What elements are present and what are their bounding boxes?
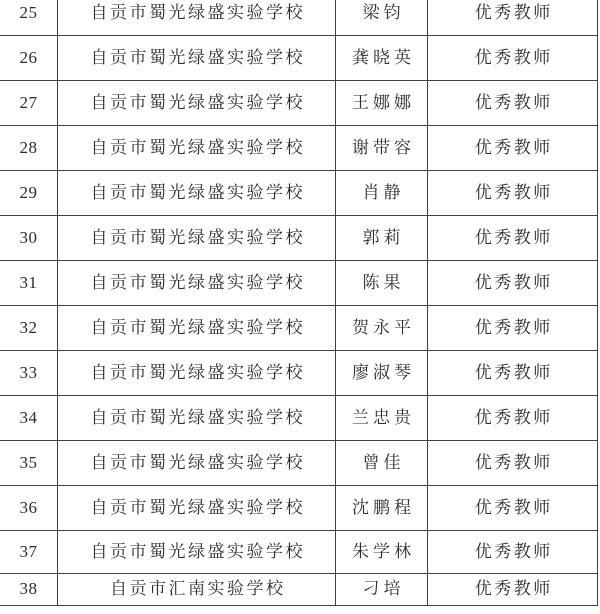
table-row xyxy=(0,0,598,36)
name-cell: 肖静 xyxy=(336,171,428,216)
school-cell: 自贡市蜀光绿盛实验学校 xyxy=(58,441,336,486)
award-cell: 优秀教师 xyxy=(428,531,598,574)
name-cell: 郭莉 xyxy=(336,216,428,261)
school-cell: 自贡市汇南实验学校 xyxy=(58,574,336,606)
row-number-cell: 33 xyxy=(0,351,58,396)
award-cell: 优秀教师 xyxy=(428,216,598,261)
name-cell: 陈果 xyxy=(336,261,428,306)
school-cell: 自贡市蜀光绿盛实验学校 xyxy=(58,126,336,171)
name-cell: 兰忠贵 xyxy=(336,396,428,441)
name-cell: 刁培 xyxy=(336,574,428,606)
table-row xyxy=(0,531,598,574)
table-row xyxy=(0,351,598,396)
row-number-cell: 35 xyxy=(0,441,58,486)
school-cell: 自贡市蜀光绿盛实验学校 xyxy=(58,351,336,396)
award-cell: 优秀教师 xyxy=(428,306,598,351)
school-cell: 自贡市蜀光绿盛实验学校 xyxy=(58,0,336,36)
row-number-cell: 29 xyxy=(0,171,58,216)
table-row xyxy=(0,126,598,171)
school-cell: 自贡市蜀光绿盛实验学校 xyxy=(58,36,336,81)
school-cell: 自贡市蜀光绿盛实验学校 xyxy=(58,261,336,306)
school-cell: 自贡市蜀光绿盛实验学校 xyxy=(58,81,336,126)
award-cell: 优秀教师 xyxy=(428,486,598,531)
row-number-cell: 28 xyxy=(0,126,58,171)
row-number-cell: 27 xyxy=(0,81,58,126)
row-number-cell: 32 xyxy=(0,306,58,351)
table-row xyxy=(0,396,598,441)
name-cell: 谢带容 xyxy=(336,126,428,171)
award-cell: 优秀教师 xyxy=(428,171,598,216)
table-row xyxy=(0,574,598,606)
table-row xyxy=(0,441,598,486)
row-number-cell: 37 xyxy=(0,531,58,574)
award-cell: 优秀教师 xyxy=(428,351,598,396)
row-number-cell: 25 xyxy=(0,0,58,36)
school-cell: 自贡市蜀光绿盛实验学校 xyxy=(58,486,336,531)
school-cell: 自贡市蜀光绿盛实验学校 xyxy=(58,171,336,216)
award-cell: 优秀教师 xyxy=(428,441,598,486)
table-row xyxy=(0,81,598,126)
award-cell: 优秀教师 xyxy=(428,126,598,171)
row-number-cell: 26 xyxy=(0,36,58,81)
name-cell: 沈鹏程 xyxy=(336,486,428,531)
row-number-cell: 31 xyxy=(0,261,58,306)
name-cell: 龚晓英 xyxy=(336,36,428,81)
award-cell: 优秀教师 xyxy=(428,36,598,81)
name-cell: 梁钧 xyxy=(336,0,428,36)
table-row xyxy=(0,36,598,81)
name-cell: 王娜娜 xyxy=(336,81,428,126)
table-row xyxy=(0,306,598,351)
row-number-cell: 34 xyxy=(0,396,58,441)
name-cell: 曾佳 xyxy=(336,441,428,486)
table-row xyxy=(0,261,598,306)
award-cell: 优秀教师 xyxy=(428,81,598,126)
school-cell: 自贡市蜀光绿盛实验学校 xyxy=(58,216,336,261)
table-row xyxy=(0,216,598,261)
school-cell: 自贡市蜀光绿盛实验学校 xyxy=(58,396,336,441)
row-number-cell: 30 xyxy=(0,216,58,261)
award-cell: 优秀教师 xyxy=(428,574,598,606)
table-row xyxy=(0,486,598,531)
name-cell: 廖淑琴 xyxy=(336,351,428,396)
row-number-cell: 38 xyxy=(0,574,58,606)
row-number-cell: 36 xyxy=(0,486,58,531)
school-cell: 自贡市蜀光绿盛实验学校 xyxy=(58,306,336,351)
name-cell: 朱学林 xyxy=(336,531,428,574)
table-row xyxy=(0,171,598,216)
award-cell: 优秀教师 xyxy=(428,396,598,441)
name-cell: 贺永平 xyxy=(336,306,428,351)
award-cell: 优秀教师 xyxy=(428,0,598,36)
school-cell: 自贡市蜀光绿盛实验学校 xyxy=(58,531,336,574)
award-cell: 优秀教师 xyxy=(428,261,598,306)
